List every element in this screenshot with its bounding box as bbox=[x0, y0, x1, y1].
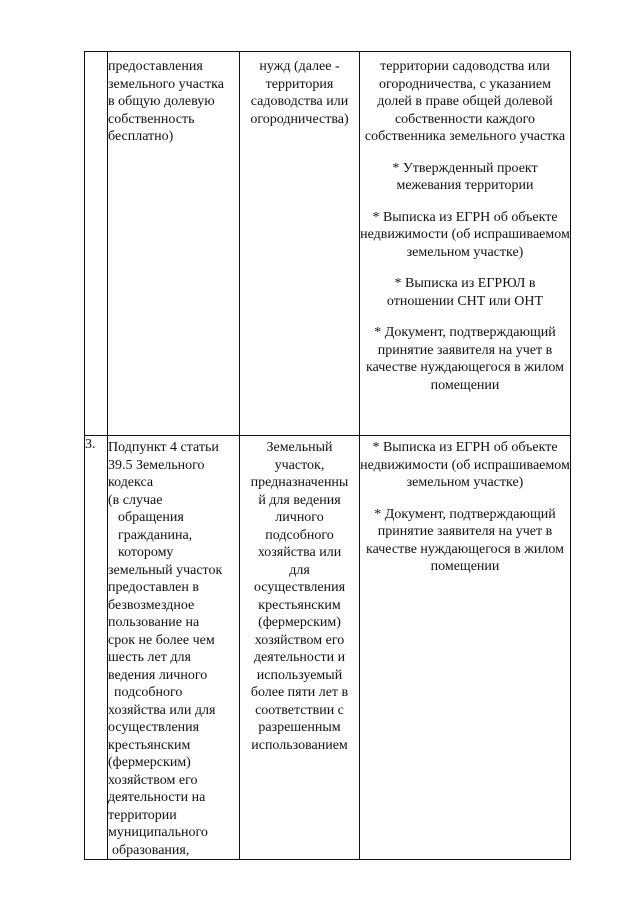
land-plot-line: участок, bbox=[274, 457, 325, 473]
legal-basis-line: пользование на bbox=[108, 615, 200, 630]
land-plot-line: соответствии с bbox=[255, 702, 344, 718]
legal-basis-line: (в случае bbox=[108, 492, 163, 508]
legal-basis-cell bbox=[108, 436, 240, 860]
legal-basis-line: предоставлен в bbox=[108, 580, 199, 595]
land-plot-line: осуществления bbox=[253, 580, 346, 595]
row-number-cell bbox=[85, 52, 108, 436]
legal-basis-line: Подпункт 4 статьи bbox=[108, 440, 219, 455]
land-plot-line: предназначенны bbox=[250, 475, 349, 490]
document-item: * Утвержденный проект межевания территории bbox=[392, 160, 538, 193]
land-plot-line: более пяти лет в bbox=[250, 685, 349, 700]
table-row bbox=[85, 436, 571, 860]
land-plot-line: деятельности и bbox=[253, 650, 346, 665]
documents-table bbox=[84, 51, 571, 860]
land-plot-cell bbox=[240, 436, 360, 860]
row-number-cell: 3. bbox=[85, 436, 108, 860]
legal-basis-line: обращения bbox=[118, 510, 184, 525]
legal-basis-line: образования, bbox=[112, 842, 190, 858]
legal-basis-line: безвозмездное bbox=[108, 597, 195, 613]
legal-basis-line: (фермерским) bbox=[108, 755, 191, 770]
legal-basis-text: предоставления земельного участка в общую долевую собственность бесплатно) bbox=[108, 59, 224, 144]
legal-basis-line: осуществления bbox=[108, 720, 200, 735]
document-item: * Выписка из ЕГРЮЛ в отношении СНТ или ОНТ bbox=[386, 276, 544, 309]
land-plot-line: для bbox=[289, 562, 310, 578]
legal-basis-line: муниципального bbox=[108, 825, 208, 840]
land-plot-line: личного bbox=[275, 510, 324, 525]
land-plot-cell bbox=[240, 52, 360, 436]
document-item: * Документ, подтверждающий принятие заявителя на учет в качестве нуждающегося в жилом помещении bbox=[366, 506, 564, 574]
required-documents-cell bbox=[360, 52, 571, 436]
land-plot-text: нужд (далее - территория садоводства или огородничества) bbox=[250, 59, 349, 127]
legal-basis-line: кодекса bbox=[108, 475, 154, 490]
legal-basis-line: хозяйства или для bbox=[108, 702, 216, 718]
required-documents-cell bbox=[360, 436, 571, 860]
legal-basis-line: территории bbox=[108, 807, 177, 823]
land-plot-line: хозяйства или bbox=[257, 545, 342, 560]
document-item: * Выписка из ЕГРН об объекте недвижимости (об испрашиваемом земельном участке) bbox=[360, 440, 570, 490]
land-plot-line: Земельный bbox=[266, 440, 333, 455]
legal-basis-cell bbox=[108, 52, 240, 436]
legal-basis-line: срок не более чем bbox=[108, 632, 215, 648]
legal-basis-line: 39.5 Земельного bbox=[108, 457, 205, 473]
document-item: * Документ, подтверждающий принятие заявителя на учет в качестве нуждающегося в жилом помещении bbox=[366, 325, 564, 393]
legal-basis-line: подсобного bbox=[114, 685, 183, 700]
land-plot-line: использованием bbox=[251, 737, 348, 753]
legal-basis-line: деятельности на bbox=[108, 790, 206, 805]
legal-basis-line: хозяйством его bbox=[108, 772, 198, 788]
land-plot-line: крестьянским bbox=[258, 597, 341, 613]
table-row bbox=[85, 52, 571, 436]
land-plot-line: используемый bbox=[256, 667, 343, 683]
land-plot-line: разрешенным bbox=[258, 720, 341, 735]
document-item: * Выписка из ЕГРН об объекте недвижимости (об испрашиваемом земельном участке) bbox=[360, 209, 570, 260]
legal-basis-line: крестьянским bbox=[108, 737, 191, 753]
land-plot-line: (фермерским) bbox=[258, 615, 341, 630]
land-plot-line: й для ведения bbox=[258, 492, 341, 508]
land-plot-line: хозяйством его bbox=[254, 632, 345, 648]
legal-basis-line: земельный участок bbox=[108, 562, 223, 578]
legal-basis-line: которому bbox=[118, 545, 174, 560]
land-plot-line: подсобного bbox=[265, 527, 334, 543]
legal-basis-line: ведения личного bbox=[108, 667, 208, 683]
legal-basis-line: шесть лет для bbox=[108, 650, 191, 665]
document-item: территории садоводства или огородничества, с указанием долей в праве общей долевой собственности каждого собственника земельного участка bbox=[364, 59, 566, 144]
legal-basis-line: гражданина, bbox=[118, 527, 193, 543]
